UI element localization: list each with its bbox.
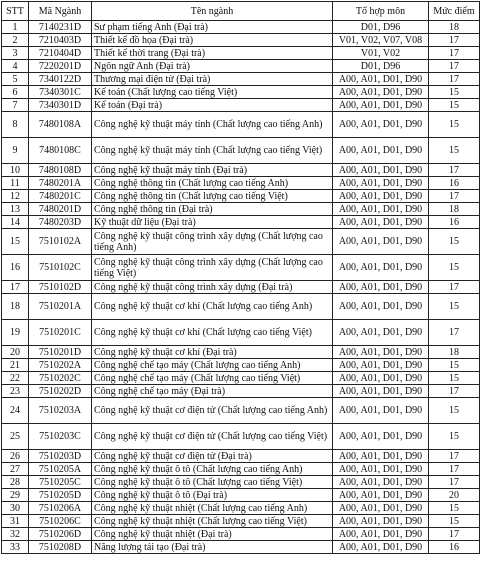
cell-ma-nganh: 7510201A bbox=[29, 294, 92, 320]
cell-muc-diem: 17 bbox=[429, 463, 480, 476]
cell-ten-nganh: Thiết kế thời trang (Đại trà) bbox=[92, 47, 333, 60]
table-body bbox=[2, 21, 480, 554]
cell-ma-nganh: 7510205D bbox=[29, 489, 92, 502]
cell-ma-nganh: 7510202D bbox=[29, 385, 92, 398]
table-row bbox=[2, 112, 480, 138]
cell-to-hop-mon: A00, A01, D01, D90 bbox=[333, 502, 429, 515]
cell-stt: 22 bbox=[2, 372, 29, 385]
cell-to-hop-mon: A00, A01, D01, D90 bbox=[333, 450, 429, 463]
cell-muc-diem: 15 bbox=[429, 138, 480, 164]
cell-ten-nganh: Kế toán (Đại trà) bbox=[92, 99, 333, 112]
header-stt: STT bbox=[2, 2, 29, 21]
cell-muc-diem: 15 bbox=[429, 86, 480, 99]
cell-stt: 32 bbox=[2, 528, 29, 541]
table-row bbox=[2, 164, 480, 177]
cell-stt: 23 bbox=[2, 385, 29, 398]
admission-scores-table bbox=[1, 1, 480, 554]
cell-stt: 15 bbox=[2, 229, 29, 255]
table-row bbox=[2, 528, 480, 541]
cell-to-hop-mon: A00, A01, D01, D90 bbox=[333, 138, 429, 164]
cell-stt: 17 bbox=[2, 281, 29, 294]
cell-ma-nganh: 7480108A bbox=[29, 112, 92, 138]
cell-ma-nganh: 7510203D bbox=[29, 450, 92, 463]
cell-stt: 20 bbox=[2, 346, 29, 359]
cell-muc-diem: 17 bbox=[429, 476, 480, 489]
cell-muc-diem: 15 bbox=[429, 372, 480, 385]
cell-ten-nganh: Công nghệ kỹ thuật máy tính (Đại trà) bbox=[92, 164, 333, 177]
cell-stt: 18 bbox=[2, 294, 29, 320]
cell-stt: 14 bbox=[2, 216, 29, 229]
cell-ten-nganh: Thương mại điện tử (Đại trà) bbox=[92, 73, 333, 86]
cell-muc-diem: 17 bbox=[429, 190, 480, 203]
table-row bbox=[2, 320, 480, 346]
cell-to-hop-mon: A00, A01, D01, D90 bbox=[333, 86, 429, 99]
cell-ten-nganh: Công nghệ chế tạo máy (Chất lượng cao tiếng Anh) bbox=[92, 359, 333, 372]
cell-ma-nganh: 7510201C bbox=[29, 320, 92, 346]
table-row bbox=[2, 515, 480, 528]
table-row bbox=[2, 229, 480, 255]
cell-stt: 10 bbox=[2, 164, 29, 177]
cell-ma-nganh: 7510203A bbox=[29, 398, 92, 424]
table-row bbox=[2, 476, 480, 489]
cell-ma-nganh: 7480203D bbox=[29, 216, 92, 229]
cell-to-hop-mon: A00, A01, D01, D90 bbox=[333, 424, 429, 450]
table-row bbox=[2, 541, 480, 554]
table-row bbox=[2, 463, 480, 476]
cell-to-hop-mon: A00, A01, D01, D90 bbox=[333, 398, 429, 424]
table-row bbox=[2, 203, 480, 216]
cell-ten-nganh: Công nghệ thông tin (Đại trà) bbox=[92, 203, 333, 216]
cell-muc-diem: 15 bbox=[429, 294, 480, 320]
cell-muc-diem: 17 bbox=[429, 450, 480, 463]
cell-ma-nganh: 7140231D bbox=[29, 21, 92, 34]
cell-ma-nganh: 7510205A bbox=[29, 463, 92, 476]
cell-stt: 4 bbox=[2, 60, 29, 73]
cell-to-hop-mon: A00, A01, D01, D90 bbox=[333, 320, 429, 346]
cell-stt: 6 bbox=[2, 86, 29, 99]
cell-ma-nganh: 7510203C bbox=[29, 424, 92, 450]
cell-stt: 24 bbox=[2, 398, 29, 424]
cell-to-hop-mon: D01, D96 bbox=[333, 21, 429, 34]
cell-ma-nganh: 7510201D bbox=[29, 346, 92, 359]
table-row bbox=[2, 346, 480, 359]
cell-stt: 7 bbox=[2, 99, 29, 112]
cell-stt: 27 bbox=[2, 463, 29, 476]
cell-to-hop-mon: A00, A01, D01, D90 bbox=[333, 255, 429, 281]
cell-stt: 2 bbox=[2, 34, 29, 47]
cell-stt: 3 bbox=[2, 47, 29, 60]
cell-muc-diem: 18 bbox=[429, 21, 480, 34]
cell-to-hop-mon: A00, A01, D01, D90 bbox=[333, 294, 429, 320]
cell-ma-nganh: 7480108C bbox=[29, 138, 92, 164]
table-row bbox=[2, 21, 480, 34]
cell-ten-nganh: Công nghệ chế tạo máy (Đại trà) bbox=[92, 385, 333, 398]
cell-to-hop-mon: A00, A01, D01, D90 bbox=[333, 463, 429, 476]
cell-muc-diem: 18 bbox=[429, 346, 480, 359]
cell-ma-nganh: 7510202A bbox=[29, 359, 92, 372]
cell-to-hop-mon: A00, A01, D01, D90 bbox=[333, 489, 429, 502]
cell-muc-diem: 17 bbox=[429, 34, 480, 47]
cell-ten-nganh: Ngôn ngữ Anh (Đại trà) bbox=[92, 60, 333, 73]
cell-muc-diem: 17 bbox=[429, 164, 480, 177]
cell-ten-nganh: Công nghệ kỹ thuật ô tô (Đại trà) bbox=[92, 489, 333, 502]
table-row bbox=[2, 138, 480, 164]
cell-ten-nganh: Thiết kế đồ họa (Đại trà) bbox=[92, 34, 333, 47]
cell-ma-nganh: 7510102C bbox=[29, 255, 92, 281]
cell-stt: 28 bbox=[2, 476, 29, 489]
cell-to-hop-mon: A00, A01, D01, D90 bbox=[333, 385, 429, 398]
cell-muc-diem: 17 bbox=[429, 47, 480, 60]
cell-to-hop-mon: A00, A01, D01, D90 bbox=[333, 177, 429, 190]
cell-ten-nganh: Công nghệ kỹ thuật máy tính (Chất lượng cao tiếng Việt) bbox=[92, 138, 333, 164]
table-row bbox=[2, 255, 480, 281]
cell-to-hop-mon: A00, A01, D01, D90 bbox=[333, 515, 429, 528]
cell-muc-diem: 17 bbox=[429, 60, 480, 73]
cell-ten-nganh: Công nghệ kỹ thuật nhiệt (Chất lượng cao tiếng Anh) bbox=[92, 502, 333, 515]
cell-ten-nganh: Công nghệ kỹ thuật cơ điện tử (Đại trà) bbox=[92, 450, 333, 463]
table-row bbox=[2, 34, 480, 47]
cell-stt: 30 bbox=[2, 502, 29, 515]
cell-to-hop-mon: A00, A01, D01, D90 bbox=[333, 203, 429, 216]
table-row bbox=[2, 86, 480, 99]
cell-muc-diem: 15 bbox=[429, 112, 480, 138]
cell-stt: 26 bbox=[2, 450, 29, 463]
cell-stt: 33 bbox=[2, 541, 29, 554]
table-row bbox=[2, 450, 480, 463]
cell-ma-nganh: 7480201D bbox=[29, 203, 92, 216]
table-row bbox=[2, 294, 480, 320]
cell-stt: 21 bbox=[2, 359, 29, 372]
cell-ten-nganh: Sư phạm tiếng Anh (Đại trà) bbox=[92, 21, 333, 34]
cell-to-hop-mon: A00, A01, D01, D90 bbox=[333, 346, 429, 359]
cell-muc-diem: 15 bbox=[429, 99, 480, 112]
table-row bbox=[2, 60, 480, 73]
header-ten-nganh: Tên ngành bbox=[92, 2, 333, 21]
cell-ten-nganh: Công nghệ kỹ thuật cơ điện tử (Chất lượng cao tiếng Việt) bbox=[92, 424, 333, 450]
cell-stt: 13 bbox=[2, 203, 29, 216]
table-row bbox=[2, 424, 480, 450]
cell-stt: 5 bbox=[2, 73, 29, 86]
cell-ma-nganh: 7480201C bbox=[29, 190, 92, 203]
cell-ma-nganh: 7220201D bbox=[29, 60, 92, 73]
cell-to-hop-mon: A00, A01, D01, D90 bbox=[333, 281, 429, 294]
cell-ten-nganh: Công nghệ kỹ thuật cơ khí (Đại trà) bbox=[92, 346, 333, 359]
cell-to-hop-mon: D01, D96 bbox=[333, 60, 429, 73]
header-row bbox=[2, 2, 480, 21]
cell-stt: 29 bbox=[2, 489, 29, 502]
cell-stt: 12 bbox=[2, 190, 29, 203]
table-row bbox=[2, 216, 480, 229]
table-row bbox=[2, 190, 480, 203]
cell-to-hop-mon: A00, A01, D01, D90 bbox=[333, 164, 429, 177]
cell-ma-nganh: 7480108D bbox=[29, 164, 92, 177]
table-row bbox=[2, 281, 480, 294]
cell-ma-nganh: 7210404D bbox=[29, 47, 92, 60]
cell-muc-diem: 16 bbox=[429, 177, 480, 190]
cell-stt: 16 bbox=[2, 255, 29, 281]
cell-muc-diem: 15 bbox=[429, 398, 480, 424]
table-row bbox=[2, 372, 480, 385]
cell-ten-nganh: Công nghệ kỹ thuật cơ khí (Chất lượng cao tiếng Anh) bbox=[92, 294, 333, 320]
cell-to-hop-mon: A00, A01, D01, D90 bbox=[333, 229, 429, 255]
cell-muc-diem: 15 bbox=[429, 424, 480, 450]
cell-ten-nganh: Công nghệ kỹ thuật công trình xây dựng (Chất lượng cao tiếng Anh) bbox=[92, 229, 333, 255]
cell-muc-diem: 20 bbox=[429, 489, 480, 502]
cell-stt: 9 bbox=[2, 138, 29, 164]
cell-muc-diem: 17 bbox=[429, 385, 480, 398]
cell-ma-nganh: 7510102A bbox=[29, 229, 92, 255]
cell-to-hop-mon: A00, A01, D01, D90 bbox=[333, 73, 429, 86]
cell-muc-diem: 17 bbox=[429, 320, 480, 346]
cell-to-hop-mon: V01, V02 bbox=[333, 47, 429, 60]
cell-ten-nganh: Năng lượng tái tạo (Đại trà) bbox=[92, 541, 333, 554]
table-row bbox=[2, 398, 480, 424]
cell-muc-diem: 17 bbox=[429, 528, 480, 541]
cell-ma-nganh: 7340122D bbox=[29, 73, 92, 86]
cell-ma-nganh: 7510206A bbox=[29, 502, 92, 515]
cell-muc-diem: 17 bbox=[429, 73, 480, 86]
cell-stt: 8 bbox=[2, 112, 29, 138]
table-row bbox=[2, 177, 480, 190]
cell-to-hop-mon: A00, A01, D01, D90 bbox=[333, 528, 429, 541]
cell-ten-nganh: Công nghệ kỹ thuật cơ khí (Chất lượng cao tiếng Việt) bbox=[92, 320, 333, 346]
cell-stt: 11 bbox=[2, 177, 29, 190]
cell-ten-nganh: Công nghệ kỹ thuật ô tô (Chất lượng cao tiếng Anh) bbox=[92, 463, 333, 476]
table-row bbox=[2, 47, 480, 60]
cell-to-hop-mon: V01, V02, V07, V08 bbox=[333, 34, 429, 47]
cell-muc-diem: 18 bbox=[429, 203, 480, 216]
cell-muc-diem: 15 bbox=[429, 359, 480, 372]
table-row bbox=[2, 99, 480, 112]
header-to-hop-mon: Tổ hợp môn bbox=[333, 2, 429, 21]
cell-ten-nganh: Công nghệ thông tin (Chất lượng cao tiếng Việt) bbox=[92, 190, 333, 203]
cell-to-hop-mon: A00, A01, D01, D90 bbox=[333, 99, 429, 112]
cell-muc-diem: 17 bbox=[429, 281, 480, 294]
cell-ten-nganh: Công nghệ kỹ thuật nhiệt (Chất lượng cao tiếng Việt) bbox=[92, 515, 333, 528]
table-row bbox=[2, 73, 480, 86]
cell-to-hop-mon: A00, A01, D01, D90 bbox=[333, 372, 429, 385]
cell-stt: 19 bbox=[2, 320, 29, 346]
header-muc-diem: Mức điểm bbox=[429, 2, 480, 21]
cell-muc-diem: 15 bbox=[429, 502, 480, 515]
cell-ma-nganh: 7340301D bbox=[29, 99, 92, 112]
table-row bbox=[2, 359, 480, 372]
cell-ten-nganh: Công nghệ thông tin (Chất lượng cao tiếng Anh) bbox=[92, 177, 333, 190]
cell-ma-nganh: 7510202C bbox=[29, 372, 92, 385]
cell-ten-nganh: Công nghệ kỹ thuật cơ điện tử (Chất lượng cao tiếng Anh) bbox=[92, 398, 333, 424]
cell-muc-diem: 16 bbox=[429, 541, 480, 554]
cell-stt: 25 bbox=[2, 424, 29, 450]
table-row bbox=[2, 502, 480, 515]
cell-ten-nganh: Công nghệ kỹ thuật công trình xây dựng (Đại trà) bbox=[92, 281, 333, 294]
cell-to-hop-mon: A00, A01, D01, D90 bbox=[333, 216, 429, 229]
cell-ten-nganh: Công nghệ kỹ thuật ô tô (Chất lượng cao tiếng Việt) bbox=[92, 476, 333, 489]
cell-ma-nganh: 7340301C bbox=[29, 86, 92, 99]
cell-ma-nganh: 7510208D bbox=[29, 541, 92, 554]
header-ma-nganh: Mã Ngành bbox=[29, 2, 92, 21]
cell-ma-nganh: 7510206D bbox=[29, 528, 92, 541]
cell-ma-nganh: 7480201A bbox=[29, 177, 92, 190]
cell-muc-diem: 15 bbox=[429, 229, 480, 255]
cell-ten-nganh: Công nghệ kỹ thuật công trình xây dựng (Chất lượng cao tiếng Việt) bbox=[92, 255, 333, 281]
cell-muc-diem: 16 bbox=[429, 216, 480, 229]
cell-ma-nganh: 7510102D bbox=[29, 281, 92, 294]
cell-ten-nganh: Kỹ thuật dữ liệu (Đại trà) bbox=[92, 216, 333, 229]
cell-ma-nganh: 7510205C bbox=[29, 476, 92, 489]
cell-ma-nganh: 7210403D bbox=[29, 34, 92, 47]
cell-to-hop-mon: A00, A01, D01, D90 bbox=[333, 541, 429, 554]
cell-muc-diem: 15 bbox=[429, 515, 480, 528]
cell-to-hop-mon: A00, A01, D01, D90 bbox=[333, 190, 429, 203]
cell-ten-nganh: Công nghệ chế tạo máy (Chất lượng cao tiếng Việt) bbox=[92, 372, 333, 385]
table-row bbox=[2, 489, 480, 502]
cell-ten-nganh: Công nghệ kỹ thuật máy tính (Chất lượng cao tiếng Anh) bbox=[92, 112, 333, 138]
cell-to-hop-mon: A00, A01, D01, D90 bbox=[333, 112, 429, 138]
cell-to-hop-mon: A00, A01, D01, D90 bbox=[333, 359, 429, 372]
cell-ten-nganh: Công nghệ kỹ thuật nhiệt (Đại trà) bbox=[92, 528, 333, 541]
cell-ma-nganh: 7510206C bbox=[29, 515, 92, 528]
cell-to-hop-mon: A00, A01, D01, D90 bbox=[333, 476, 429, 489]
cell-stt: 31 bbox=[2, 515, 29, 528]
cell-ten-nganh: Kế toán (Chất lượng cao tiếng Việt) bbox=[92, 86, 333, 99]
cell-muc-diem: 15 bbox=[429, 255, 480, 281]
cell-stt: 1 bbox=[2, 21, 29, 34]
table-row bbox=[2, 385, 480, 398]
